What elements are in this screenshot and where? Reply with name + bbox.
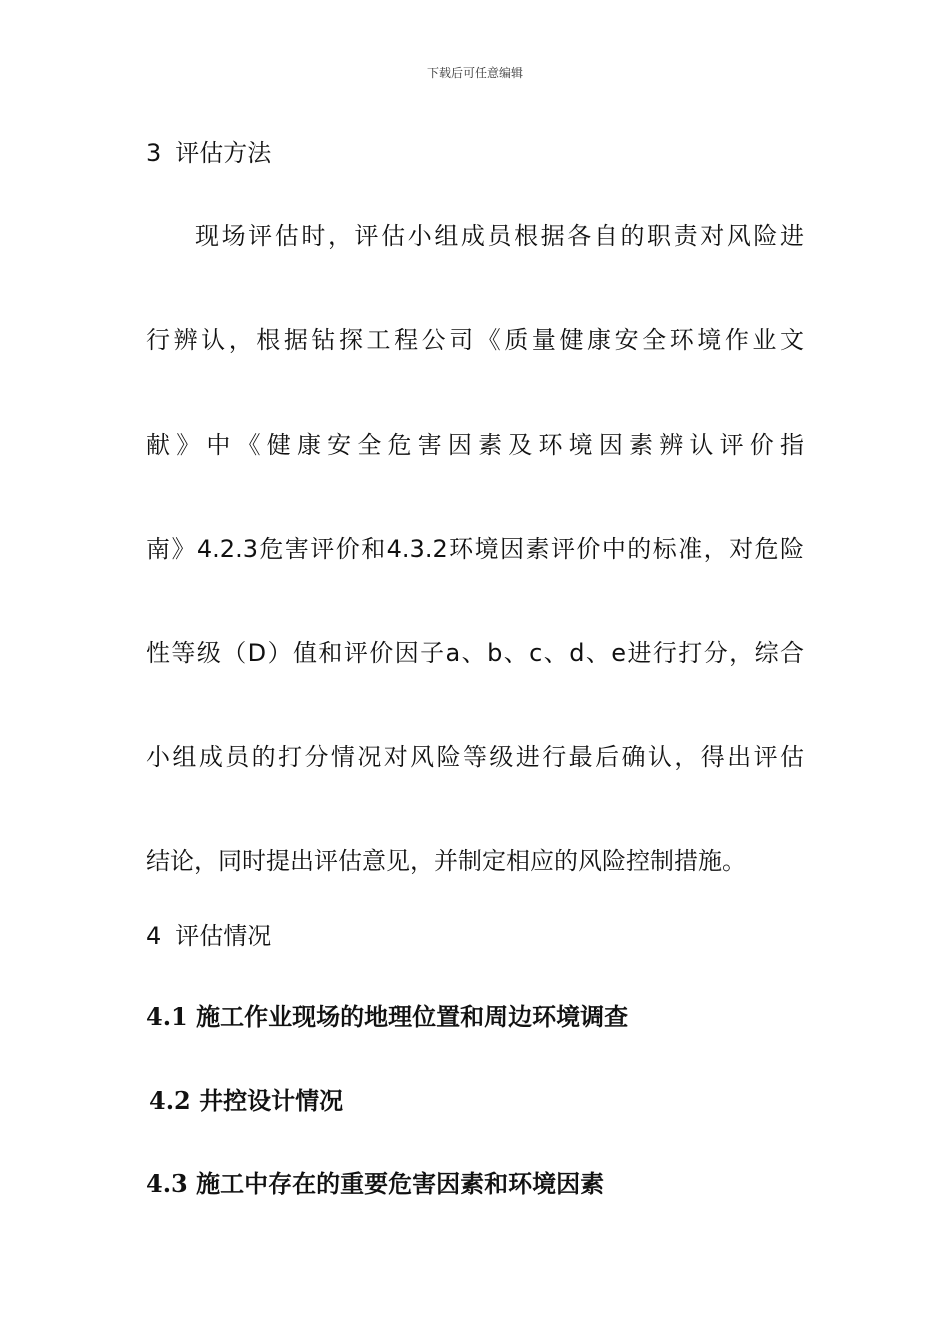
subsection-4-3-heading: 4.3 施工中存在的重要危害因素和环境因素 xyxy=(146,1169,605,1198)
section-3-title: 评估方法 xyxy=(175,139,272,167)
section-3-heading xyxy=(146,133,271,168)
subsection-4-1-heading: 4.1 施工作业现场的地理位置和周边环境调查 xyxy=(146,1002,629,1031)
section-3-number: 3 xyxy=(146,139,162,167)
paragraph-line-6: 小组成员的打分情况对风险等级进行最后确认，得出评估 xyxy=(146,743,804,771)
paragraph-line-3: 献》中《健康安全危害因素及环境因素辨认评价指 xyxy=(146,431,804,459)
paragraph-line-2: 行辨认，根据钻探工程公司《质量健康安全环境作业文 xyxy=(146,326,804,354)
paragraph-line-7: 结论，同时提出评估意见，并制定相应的风险控制措施。 xyxy=(146,847,746,875)
subsection-4-2-heading: 4.2 井控设计情况 xyxy=(149,1086,344,1115)
section-4-heading xyxy=(146,916,271,951)
paragraph-line-1: 现场评估时，评估小组成员根据各自的职责对风险进 xyxy=(195,222,804,250)
paragraph-line-5: 性等级（D）值和评价因子a、b、c、d、e进行打分，综合 xyxy=(146,639,804,667)
paragraph-line-4: 南》4.2.3危害评价和4.3.2环境因素评价中的标准，对危险 xyxy=(146,535,804,563)
section-4-title: 评估情况 xyxy=(175,922,272,950)
page-header-note: 下载后可任意编辑 xyxy=(426,66,523,80)
section-4-number: 4 xyxy=(146,922,162,950)
